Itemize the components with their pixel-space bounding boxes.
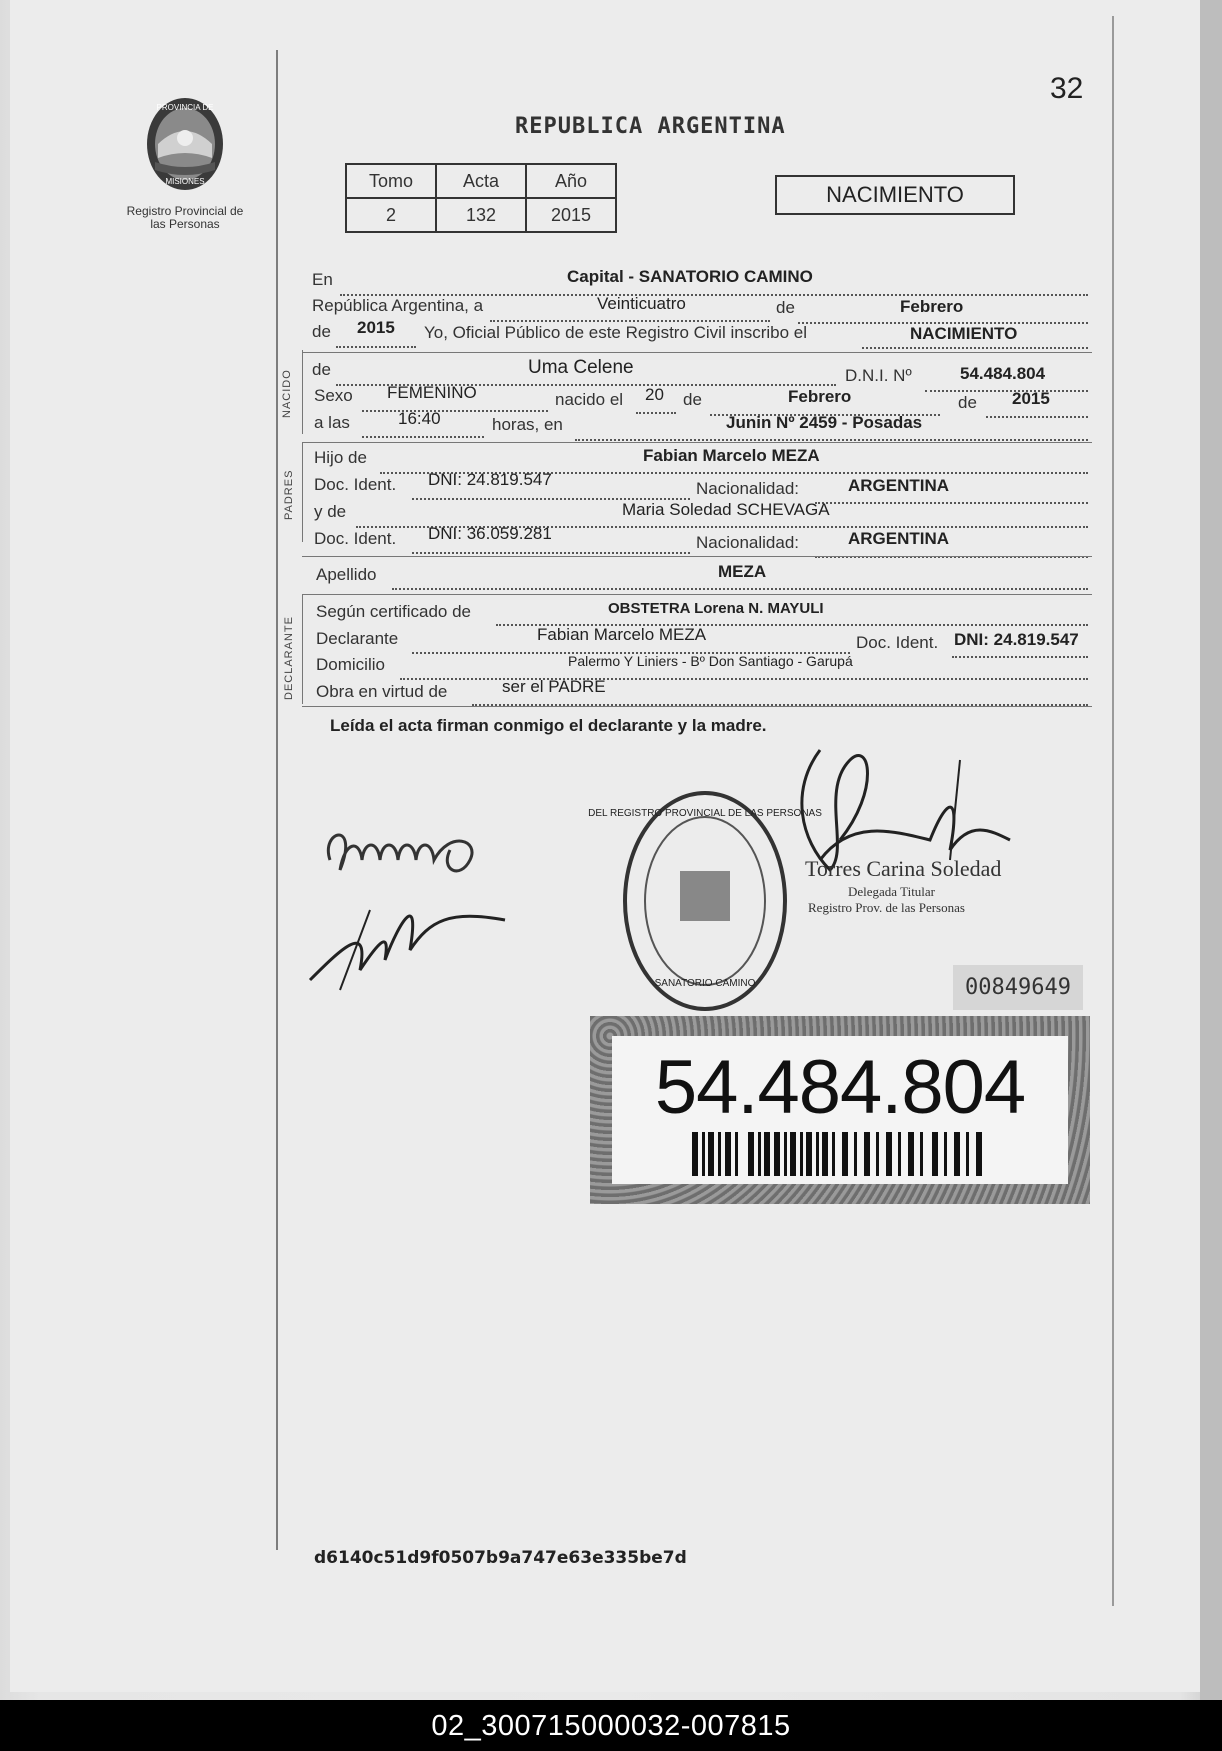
sexo-value: FEMENINO [387, 383, 477, 402]
section-bracket [302, 594, 303, 704]
record-table-header-row [346, 164, 616, 198]
year: 2015 [357, 318, 395, 337]
official-office: Registro Prov. de las Personas [808, 900, 965, 915]
record-table [345, 163, 617, 233]
child-dni: 54.484.804 [960, 364, 1046, 383]
republica-label: República Argentina, a [312, 296, 484, 315]
registry-logo [120, 88, 250, 238]
value-anio: 2015 [526, 198, 616, 232]
y-de-label: y de [314, 502, 347, 521]
section-divider [302, 352, 1092, 353]
de-label: de [776, 298, 795, 317]
value-acta: 132 [436, 198, 526, 232]
declarante-label: Declarante [316, 629, 399, 648]
birth-month: Febrero [788, 387, 852, 406]
father-doc-label: Doc. Ident. [314, 475, 397, 494]
record-table-value-row [346, 198, 616, 232]
section-divider [302, 556, 1092, 557]
birth-de2-label: de [958, 393, 977, 412]
en-label: En [312, 270, 333, 289]
nacido-el-label: nacido el [555, 390, 624, 409]
horas-en-label: horas, en [492, 415, 563, 434]
de2-label: de [312, 322, 331, 341]
domicilio-label: Domicilio [316, 655, 385, 674]
certificado-value: OBSTETRA Lorena N. MAYULI [608, 600, 824, 617]
left-margin-rule [276, 50, 278, 1550]
father-doc: DNI: 24.819.547 [428, 470, 552, 489]
page-edge [1200, 0, 1222, 1700]
obra-label: Obra en virtud de [316, 682, 448, 701]
hijo-de-label: Hijo de [314, 448, 367, 467]
page-number: 32 [1050, 72, 1084, 105]
mother-doc-label: Doc. Ident. [314, 529, 397, 548]
obra-value: ser el PADRE [502, 677, 606, 696]
birth-de-label: de [683, 390, 702, 409]
dni-sticker-number: 54.484.804 [654, 1045, 1026, 1130]
birth-day: 20 [645, 385, 664, 404]
barcode-icon [692, 1132, 992, 1176]
a-las-label: a las [314, 413, 350, 432]
header-acta: Acta [436, 164, 526, 198]
yo-text: Yo, Oficial Público de este Registro Civil inscribo el [424, 323, 807, 342]
section-bracket [302, 350, 303, 434]
section-bracket [302, 442, 303, 542]
registry-name: Registro Provincial de las Personas [126, 204, 244, 231]
province-seal-icon [130, 88, 240, 198]
nacido-de-label: de [312, 360, 331, 379]
padres-section-label: PADRES [283, 469, 295, 520]
apellido-value: MEZA [718, 562, 767, 581]
official-name: Torres Carina Soledad [805, 856, 1002, 881]
mother-nationality: ARGENTINA [848, 529, 950, 548]
seal-top-text: PROVINCIA DE [156, 103, 214, 112]
declarante-section-label: DECLARANTE [283, 616, 295, 700]
header-tomo: Tomo [346, 164, 436, 198]
birth-year: 2015 [1012, 389, 1050, 408]
declarante-doc: DNI: 24.819.547 [954, 630, 1079, 649]
value-tomo: 2 [346, 198, 436, 232]
stamp-outer-text: DEL REGISTRO PROVINCIAL DE LAS PERSONAS [588, 808, 822, 819]
birth-place: Junin Nº 2459 - Posadas [726, 413, 923, 432]
dni-sticker [590, 1016, 1090, 1204]
section-divider [302, 594, 1092, 595]
section-divider [302, 442, 1092, 443]
scan-footer [0, 1700, 1222, 1751]
stamp-inner-text: SANATORIO CAMINO [654, 978, 756, 989]
birth-time: 16:40 [398, 409, 441, 428]
child-name: Uma Celene [528, 357, 634, 378]
inscribo-value: NACIMIENTO [910, 324, 1018, 343]
scan-id: 02_300715000032-007815 [431, 1710, 791, 1742]
sexo-label: Sexo [314, 386, 353, 405]
nacido-section-label: NACIDO [281, 369, 293, 418]
en-value: Capital - SANATORIO CAMINO [567, 267, 813, 286]
declarante-name: Fabian Marcelo MEZA [537, 625, 707, 644]
dni-label: D.N.I. Nº [845, 366, 912, 385]
control-number: 00849649 [953, 965, 1083, 1010]
mother-name: Maria Soledad SCHEVAGA [622, 500, 830, 519]
official-role: Delegada Titular [848, 884, 936, 899]
declarante-doc-label: Doc. Ident. [856, 633, 939, 652]
header-anio: Año [526, 164, 616, 198]
father-nationality-label: Nacionalidad: [696, 479, 800, 498]
mother-doc: DNI: 36.059.281 [428, 524, 552, 543]
closing-statement: Leída el acta firman conmigo el declarante y la madre. [330, 716, 767, 735]
father-nationality: ARGENTINA [848, 476, 950, 495]
registry-stamp [588, 786, 822, 1016]
month: Febrero [900, 297, 964, 316]
certificate-page [10, 0, 1210, 1692]
seal-bottom-text: MISIONES [165, 177, 205, 186]
right-margin-rule [1112, 16, 1114, 1606]
document-hash: d6140c51d9f0507b9a747e63e335be7d [314, 1548, 687, 1568]
father-name: Fabian Marcelo MEZA [643, 446, 820, 465]
section-divider [302, 706, 1092, 707]
official-signature [780, 730, 1030, 950]
record-type-box: NACIMIENTO [775, 175, 1015, 215]
declarante-signatures [300, 800, 530, 1000]
mother-nationality-label: Nacionalidad: [696, 533, 800, 552]
apellido-label: Apellido [316, 565, 377, 584]
domicilio-value: Palermo Y Liniers - Bº Don Santiago - Garupá [568, 653, 853, 669]
document-title: REPUBLICA ARGENTINA [515, 114, 786, 139]
day-words: Veinticuatro [597, 294, 686, 313]
certificado-label: Según certificado de [316, 602, 471, 621]
